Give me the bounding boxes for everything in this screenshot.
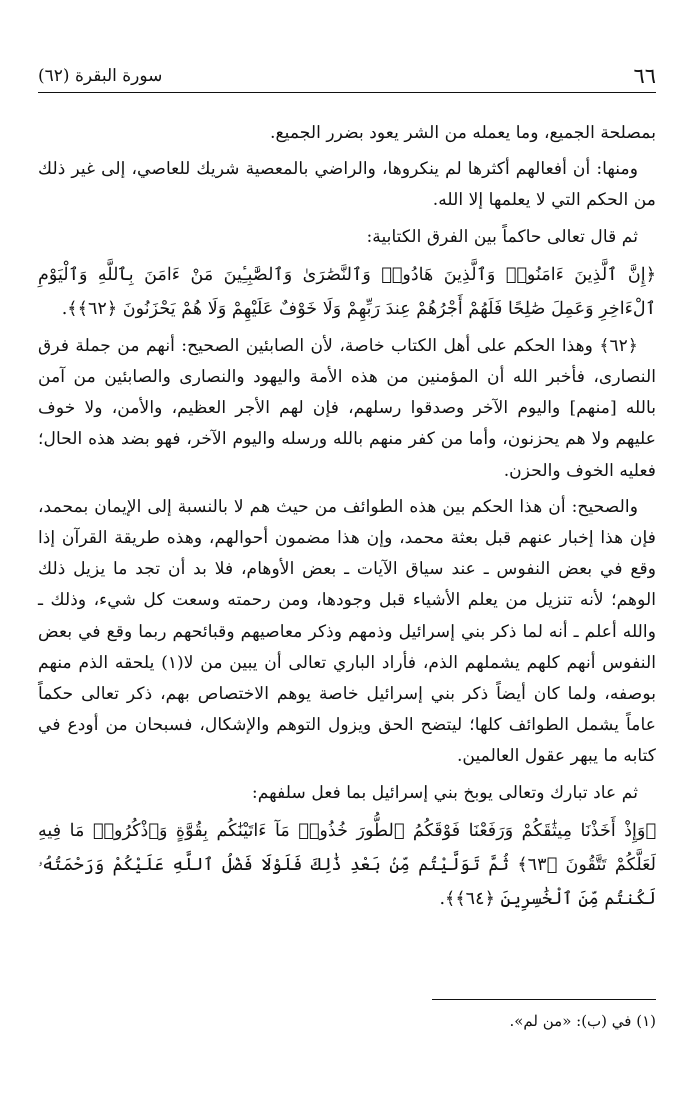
page-header: [38, 62, 656, 93]
paragraph-transition: ثم عاد تبارك وتعالى يوبخ بني إسرائيل بما فعل سلفهم:: [251, 782, 638, 803]
tafsir-verse-62: ﴿٦٢﴾ وهذا الحكم على أهل الكتاب خاصة، لأن الصابئين الصحيح: أنهم من جملة فرق النصارى، فأخبر الله أن المؤمنين من هذه الأمة واليهود والنصارى والصابئين من آمن بالله [منهم] واليوم الآخر وصدقوا رسلهم، فإن لهم الأجر العظيم، والأمن، ولا خوف عليهم ولا هم يحزنون، وأما من كفر منهم بالله ورسله واليوم الآخر، فهو بضد هذه الحال؛ فعليه الخوف والحزن.: [38, 335, 656, 481]
quran-verses-63-64: ﴿وَإِذْ أَخَذْنَا مِيثَٰقَكُمْ وَرَفَعْنَا فَوْقَكُمُ ٱلطُّورَ خُذُوا۟ مَآ ءَاتَيْنَٰكُم بِقُوَّةٍ وَٱذْكُرُوا۟ مَا فِيهِ لَعَلَّكُمْ تَتَّقُونَ ﴿٦٣﴾ ثُمَّ تَوَلَّيْتُم مِّنۢ بَعْدِ ذَٰلِكَ فَلَوْلَا فَضْلُ ٱللَّهِ عَلَيْكُمْ وَرَحْمَتُهُۥ لَكُنتُم مِّنَ ٱلْخَٰسِرِينَ ﴿٦٤﴾﴾.: [38, 820, 656, 909]
footnote-divider: [432, 999, 656, 1000]
footnote: (١) في (ب): «من لم».: [509, 1012, 656, 1030]
paragraph-2: ومنها: أن أفعالهم أكثرها لم ينكروها، والراضي بالمعصية شريك للعاصي، إلى غير ذلك من الحكم التي لا يعلمها إلا الله.: [38, 159, 656, 211]
paragraph-1: بمصلحة الجميع، وما يعمله من الشر يعود بضرر الجميع.: [270, 123, 656, 143]
quran-verse-62: ﴿إِنَّ ٱلَّذِينَ ءَامَنُوا۟ وَٱلَّذِينَ هَادُوا۟ وَٱلنَّصَٰرَىٰ وَٱلصَّٰبِـِٔينَ مَنْ ءَامَنَ بِٱللَّهِ وَٱلْيَوْمِ ٱلْءَاخِرِ وَعَمِلَ صَٰلِحًا فَلَهُمْ أَجْرُهُمْ عِندَ رَبِّهِمْ وَلَا خَوْفٌ عَلَيْهِمْ وَلَا هُمْ يَحْزَنُونَ ﴿٦٢﴾﴾.: [38, 264, 656, 319]
surah-title: سورة البقرة (٦٢): [38, 66, 163, 86]
paragraph-correct-view: والصحيح: أن هذا الحكم بين هذه الطوائف من حيث هم لا بالنسبة إلى الإيمان بمحمد، فإن هذا إخبار عنهم قبل بعثة محمد، وإن هذا مضمون أحوالهم، وهذه طريقة القرآن إذا وقع في بعض النفوس ـ عند سياق الآيات ـ بعض الأوهام، فلا بد أن تجد ما يزيل ذلك الوهم؛ لأنه تنزيل من يعلم الأشياء قبل وجودها، ومن رحمته وسعت كل شيء، وذلك ـ والله أعلم ـ أنه لما ذكر بني إسرائيل وذمهم وذكر معاصيهم وقبائحهم ربما وقع في بعض النفوس أنهم كلهم يشملهم الذم، فأراد الباري تعالى أن يبين من لا(١) يلحقه الذم منهم بوصفه، ولما كان أيضاً ذكر بني إسرائيل خاصة يوهم الاختصاص بهم، ذكر تعالى حكماً عاماً يشمل الطوائف كلها؛ ليتضح الحق ويزول التوهم والإشكال، فسبحان من أودع في كتابه ما يبهر عقول العالمين.: [38, 496, 656, 767]
page-body: [38, 118, 656, 921]
page-number: ٦٦: [633, 64, 656, 88]
paragraph-3: ثم قال تعالى حاكماً بين الفرق الكتابية:: [366, 226, 638, 247]
